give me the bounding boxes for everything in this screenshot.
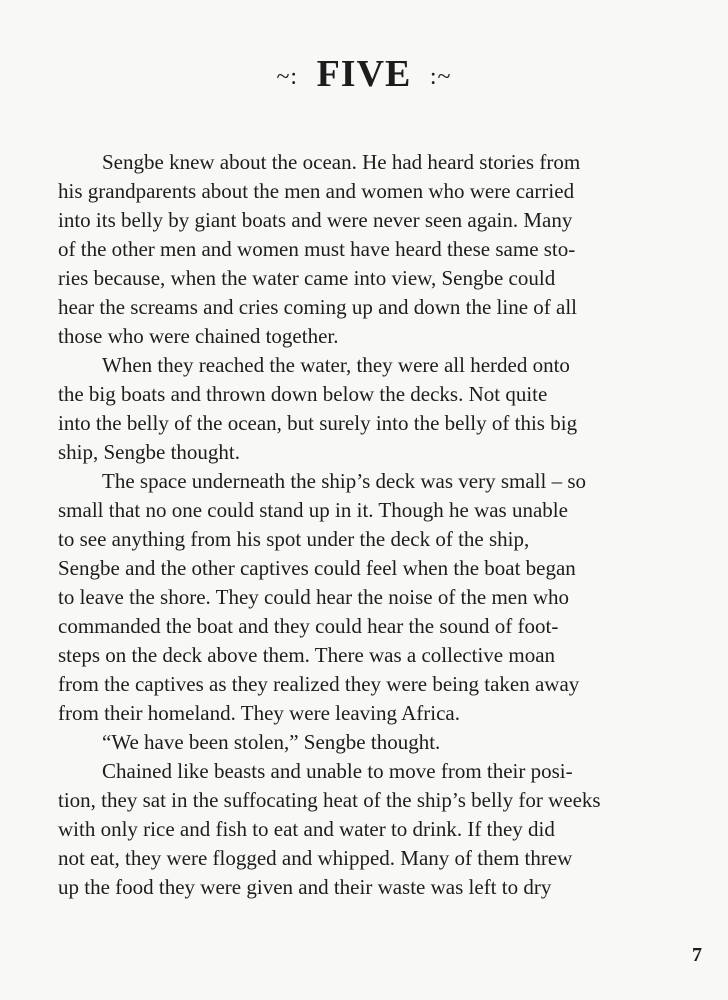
text-line: up the food they were given and their waste was left to dry <box>58 875 552 899</box>
text-line: to see anything from his spot under the deck of the ship, <box>58 527 530 551</box>
text-line: tion, they sat in the suffocating heat of the ship’s belly for weeks <box>58 788 601 812</box>
text-line: Sengbe and the other captives could feel when the boat began <box>58 556 576 580</box>
text-line: not eat, they were flogged and whipped. Many of them threw <box>58 846 573 870</box>
text-line: from the captives as they realized they were being taken away <box>58 672 580 696</box>
text-line: Chained like beasts and unable to move from their posi- <box>102 759 573 783</box>
text-line: from their homeland. They were leaving Africa. <box>58 701 460 725</box>
text-line: into the belly of the ocean, but surely into the belly of this big <box>58 411 578 435</box>
chapter-body <box>58 148 672 902</box>
text-line: hear the screams and cries coming up and down the line of all <box>58 295 577 319</box>
chapter-title: FIVE <box>316 53 412 95</box>
page-number: 7 <box>692 944 702 966</box>
text-line: with only rice and fish to eat and water to drink. If they did <box>58 817 555 841</box>
text-line: “We have been stolen,” Sengbe thought. <box>102 730 441 754</box>
left-flourish-ornament: ~: <box>276 64 299 91</box>
right-flourish-ornament: :~ <box>429 64 452 91</box>
text-line: commanded the boat and they could hear the sound of foot- <box>58 614 559 638</box>
text-line: into its belly by giant boats and were never seen again. Many <box>58 208 573 232</box>
text-line: ries because, when the water came into view, Sengbe could <box>58 266 556 290</box>
text-line: his grandparents about the men and women who were carried <box>58 179 575 203</box>
text-line: of the other men and women must have heard these same sto- <box>58 237 576 261</box>
text-line: small that no one could stand up in it. Though he was unable <box>58 498 568 522</box>
text-line: the big boats and thrown down below the decks. Not quite <box>58 382 548 406</box>
text-line: When they reached the water, they were all herded onto <box>102 353 570 377</box>
text-line: to leave the shore. They could hear the noise of the men who <box>58 585 570 609</box>
text-line: steps on the deck above them. There was a collective moan <box>58 643 556 667</box>
text-line: Sengbe knew about the ocean. He had heard stories from <box>102 150 581 174</box>
text-line: The space underneath the ship’s deck was very small – so <box>102 469 587 493</box>
text-line: those who were chained together. <box>58 324 339 348</box>
text-line: ship, Sengbe thought. <box>58 440 240 464</box>
chapter-heading <box>0 52 728 99</box>
